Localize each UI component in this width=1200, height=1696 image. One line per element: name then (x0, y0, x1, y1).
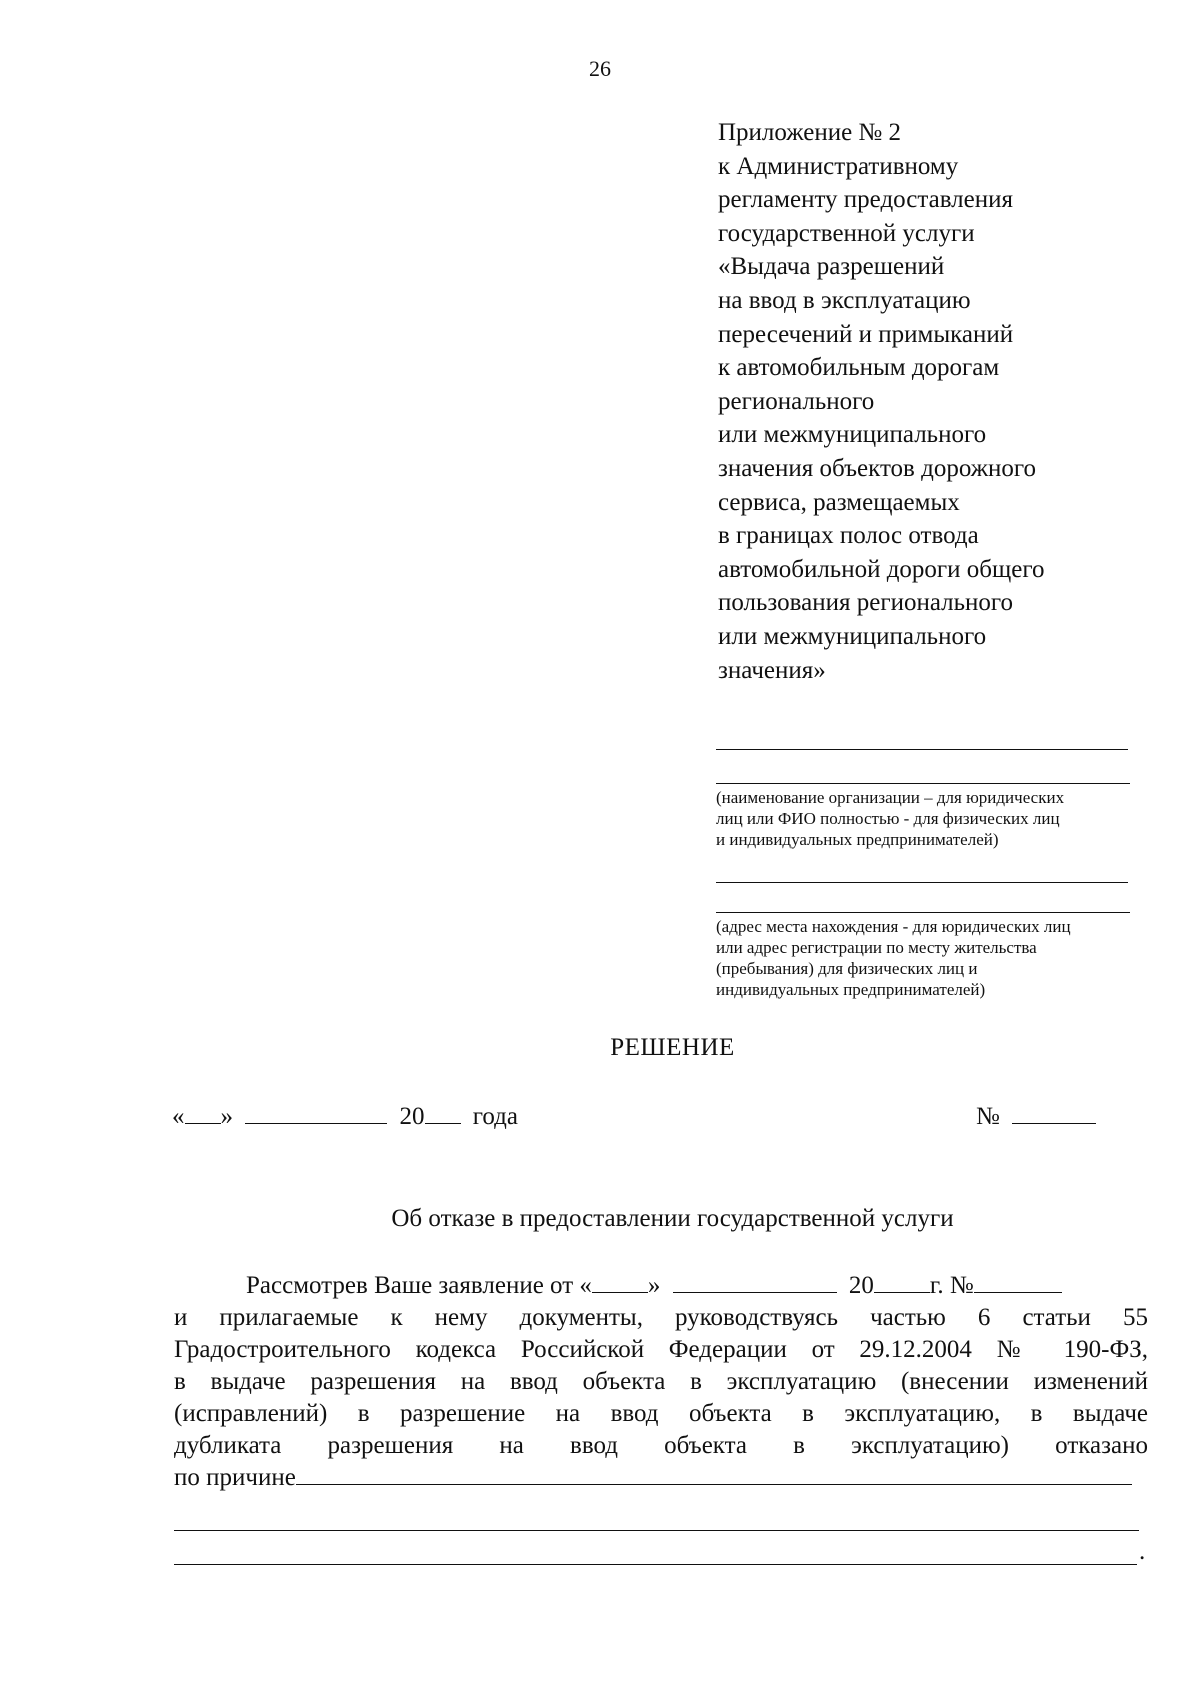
reason-end-period: . (1139, 1538, 1146, 1565)
reason-line-3 (174, 1564, 1137, 1565)
number-label: № (976, 1103, 1000, 1130)
document-title: РЕШЕНИЕ (610, 1034, 735, 1061)
document-subject: Об отказе в предоставлении государственной услуги (391, 1205, 954, 1232)
recipient-name-caption: (наименование организации – для юридических лиц или ФИО полностью - для физических лиц и индивидуальных предпринимателей) (716, 788, 1065, 849)
appendix-header (718, 116, 1045, 687)
appendix-line: в границах полос отвода (718, 522, 979, 550)
appendix-line: к автомобильным дорогам (718, 354, 1000, 382)
appendix-line: Приложение № 2 (718, 119, 902, 146)
appendix-line: государственной услуги (718, 219, 975, 247)
month-blank (245, 1101, 387, 1124)
body-line-5: (исправлений) в разрешение на ввод объекта в эксплуатацию, в выдаче (174, 1400, 1148, 1427)
appendix-line: регионального (718, 387, 875, 415)
day-blank (185, 1101, 221, 1124)
body-line-6: дубликата разрешения на ввод объекта в эксплуатацию) отказано (174, 1432, 1148, 1459)
application-year-blank (874, 1270, 930, 1293)
date-open-quote: « (172, 1103, 185, 1130)
year-prefix: 20 (399, 1103, 425, 1130)
page-number: 26 (589, 56, 611, 81)
body-line-4: в выдаче разрешения на ввод объекта в эксплуатацию (внесении изменений (174, 1368, 1148, 1395)
year-suffix: года (472, 1103, 518, 1130)
appendix-line: значения объектов дорожного (718, 454, 1036, 482)
recipient-name-line-2 (716, 783, 1130, 784)
appendix-line: на ввод в эксплуатацию (718, 286, 971, 314)
reason-line-2 (174, 1530, 1139, 1531)
date-close-quote: » (220, 1103, 233, 1130)
appendix-line: пользования регионального (718, 589, 1014, 617)
recipient-address-line-1 (716, 882, 1128, 883)
appendix-line: пересечений и примыканий (718, 320, 1014, 348)
body-line-3: Градостроительного кодекса Российской Федерации от 29.12.2004 № 190-ФЗ, (174, 1336, 1148, 1363)
body-line-1: Рассмотрев Ваше заявление от « » 20 г. № (174, 1270, 1148, 1302)
appendix-line: сервиса, размещаемых (718, 488, 960, 516)
appendix-line: «Выдача разрешений (718, 253, 945, 281)
appendix-line: или межмуниципального (718, 421, 987, 449)
reason-blank-1 (296, 1462, 1132, 1485)
number-field (976, 1101, 1096, 1131)
appendix-line: автомобильной дороги общего (718, 555, 1045, 583)
year-blank (425, 1101, 461, 1124)
appendix-line: к Административному (718, 152, 959, 180)
decision-body (174, 1270, 1148, 1494)
number-blank (1012, 1101, 1096, 1124)
appendix-line: значения» (718, 656, 826, 684)
body-line-7: по причине (174, 1462, 1148, 1494)
application-month-blank (673, 1270, 837, 1293)
body-line-2: и прилагаемые к нему документы, руководствуясь частью 6 статьи 55 (174, 1304, 1148, 1331)
appendix-line: или межмуниципального (718, 622, 987, 650)
application-day-blank (592, 1270, 648, 1293)
appendix-line: регламенту предоставления (718, 186, 1014, 214)
application-number-blank (974, 1270, 1062, 1293)
date-field (172, 1101, 518, 1131)
recipient-address-caption: (адрес места нахождения - для юридических лиц или адрес регистрации по месту жительства (пребывания) для физических лиц и индивидуальных предпринимателей) (716, 917, 1071, 999)
recipient-address-line-2 (716, 912, 1130, 913)
recipient-name-line-1 (716, 749, 1128, 750)
